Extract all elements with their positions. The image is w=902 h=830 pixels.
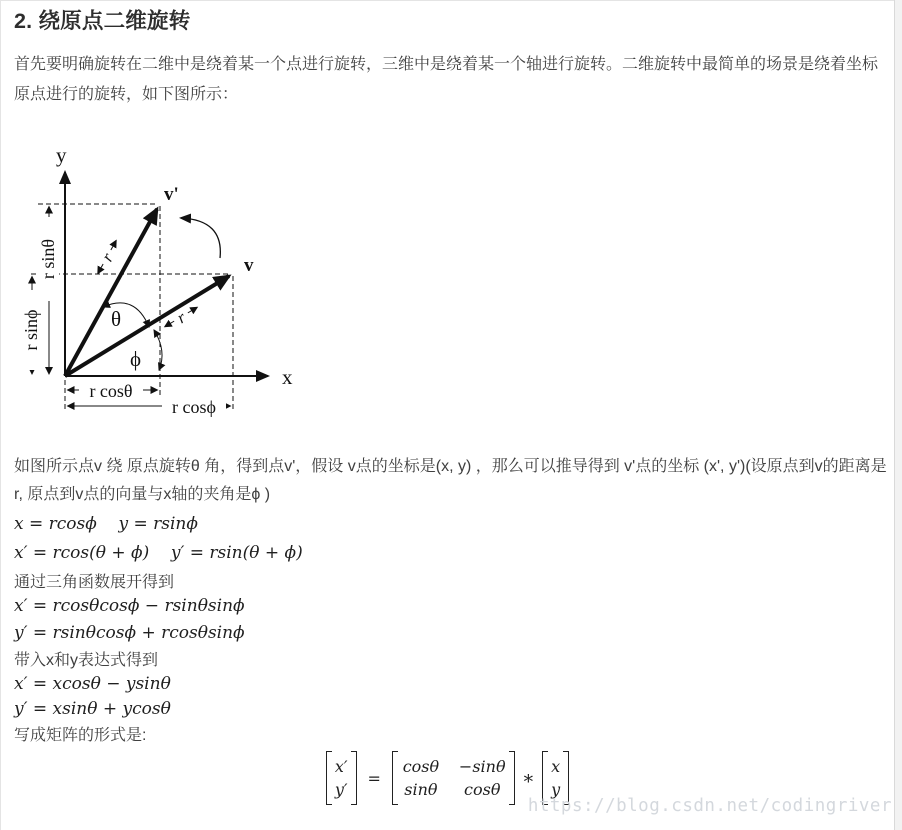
vector-v xyxy=(65,276,229,376)
svg-text:r: r xyxy=(173,307,189,328)
intro-paragraph: 首先要明确旋转在二维中是绕着某一个点进行旋转，三维中是绕着某一个轴进行旋转。二维旋转中最简单的场景是绕着坐标原点进行的旋转，如下图所示： xyxy=(14,56,879,103)
theta-label: θ xyxy=(111,307,122,331)
text-matrix-form: 写成矩阵的形式是: xyxy=(14,727,147,744)
r-cos-theta-measure xyxy=(68,381,158,401)
vector-v-prime xyxy=(65,209,157,376)
phi-angle-arc xyxy=(154,330,162,370)
vector-v-label: v xyxy=(244,255,254,276)
section-heading: 2. 绕原点二维旋转 xyxy=(14,9,191,33)
equation-x-y: x = rcosϕ y = rsinϕ xyxy=(14,513,198,534)
matrix-cell: y xyxy=(551,780,561,799)
theta-angle-arc xyxy=(103,303,149,327)
vector-v-prime-label: v' xyxy=(164,184,179,205)
right-gutter-strip xyxy=(895,0,902,830)
text-trig-expand: 通过三角函数展开得到 xyxy=(14,574,175,591)
equation-y-prime-expanded: y′ = rsinθcosϕ + rcosθsinϕ xyxy=(14,622,245,643)
matrix-cell: x xyxy=(551,757,561,776)
multiply-sign: * xyxy=(523,770,534,793)
derivation-lines xyxy=(14,510,888,746)
matrix-cell: sinθ xyxy=(404,780,438,799)
dashed-construction-lines xyxy=(31,204,233,411)
equals-sign: = xyxy=(367,768,381,788)
svg-text:r cosθ: r cosθ xyxy=(89,381,133,401)
matrix-lhs-vector xyxy=(326,751,357,805)
equation-y-prime-final: y′ = xsinθ + ycosθ xyxy=(14,698,171,719)
matrix-cell: cosθ xyxy=(464,780,501,799)
svg-text:r: r xyxy=(97,249,118,265)
matrix-cell: cosθ xyxy=(402,757,440,776)
equation-x-prime-final: x′ = xcosθ − ysinθ xyxy=(14,673,171,694)
svg-text:r cosϕ: r cosϕ xyxy=(172,397,216,417)
rotation-matrix xyxy=(392,751,515,805)
text-substitute: 带入x和y表达式得到 xyxy=(14,652,159,669)
matrix-cell: −sinθ xyxy=(458,757,506,776)
derivation-paragraph: 如图所示点v 绕 原点旋转θ 角，得到点v'，假设 v点的坐标是(x, y) ，那么可以推导得到 v'点的坐标 (x', y')(设原点到v的距离是r, 原点到v点的向量与x轴的夹角是ϕ ) xyxy=(14,458,887,503)
x-axis-label: x xyxy=(282,365,293,389)
top-edge-divider xyxy=(0,0,902,1)
r-sin-phi-measure xyxy=(21,277,42,375)
matrix-cell: x′ xyxy=(334,757,348,776)
rotation-diagram-figure xyxy=(18,140,298,425)
watermark-url: https://blog.csdn.net/codingriver xyxy=(527,796,892,816)
svg-text:r sinϕ: r sinϕ xyxy=(21,309,41,351)
left-edge-divider xyxy=(0,0,1,830)
svg-text:r sinθ: r sinθ xyxy=(38,238,58,280)
matrix-cell: y′ xyxy=(334,780,348,799)
r-label-on-v-prime xyxy=(90,236,125,278)
y-axis-label: y xyxy=(56,143,67,167)
equation-x-prime-expanded: x′ = rcosθcosϕ − rsinθsinϕ xyxy=(14,596,245,616)
equation-x-prime-y-prime: x′ = rcos(θ + ϕ) y′ = rsin(θ + ϕ) xyxy=(14,542,303,563)
phi-label: ϕ xyxy=(130,347,142,371)
rotation-arc-arrow xyxy=(181,218,220,258)
